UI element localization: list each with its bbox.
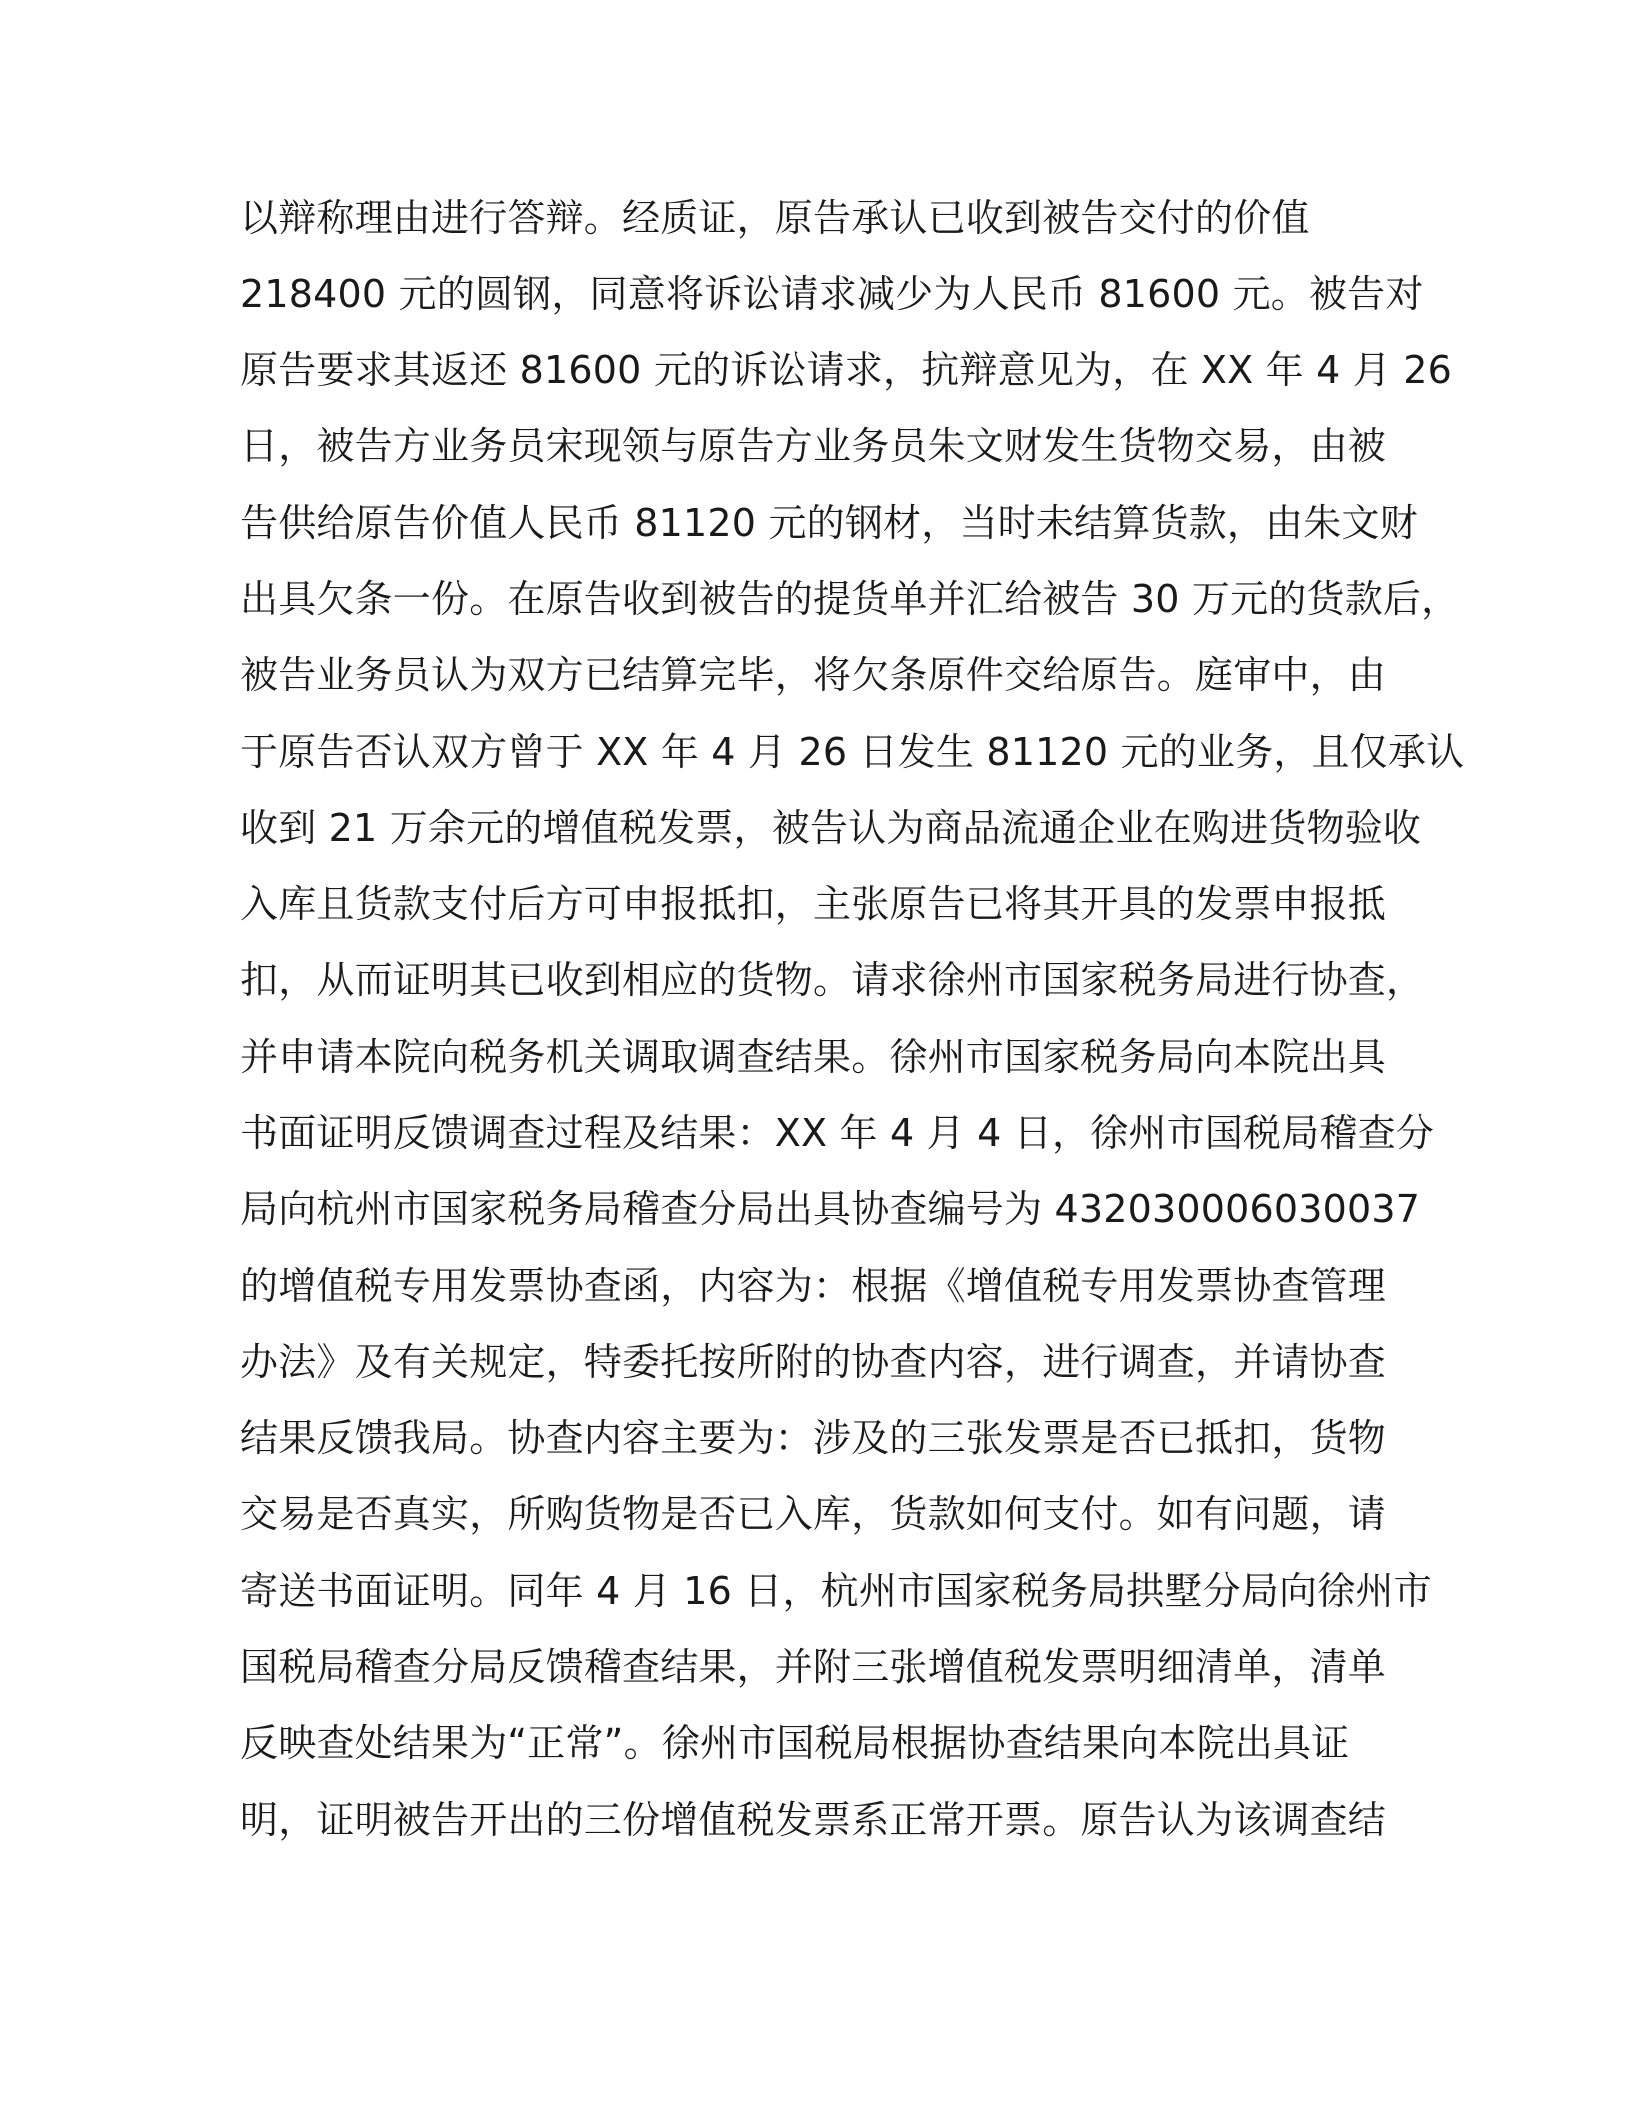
text-line: 结果反馈我局。协查内容主要为：涉及的三张发票是否已抵扣，货物 [240,1416,1387,1460]
text-line: 扣，从而证明其已收到相应的货物。请求徐州市国家税务局进行协查， [240,958,1425,1002]
text-line: 收到 21 万余元的增值税发票，被告认为商品流通企业在购进货物验收 [240,806,1422,850]
text-line: 并申请本院向税务机关调取调查结果。徐州市国家税务局向本院出具 [240,1035,1387,1079]
text-line: 告供给原告价值人民币 81120 元的钢材，当时未结算货款，由朱文财 [240,501,1418,545]
text-line: 日，被告方业务员宋现领与原告方业务员朱文财发生货物交易，由被 [240,424,1387,468]
text-line: 书面证明反馈调查过程及结果：XX 年 4 月 4 日，徐州市国税局稽查分 [240,1111,1435,1155]
text-line: 办法》及有关规定，特委托按所附的协查内容，进行调查，并请协查 [240,1340,1387,1384]
text-line: 局向杭州市国家税务局稽查分局出具协查编号为 432030006030037 [240,1187,1421,1231]
text-line: 明，证明被告开出的三份增值税发票系正常开票。原告认为该调查结 [240,1798,1387,1842]
text-line: 的增值税专用发票协查函，内容为：根据《增值税专用发票协查管理 [240,1264,1387,1308]
text-line: 国税局稽查分局反馈稽查结果，并附三张增值税发票明细清单，清单 [240,1645,1387,1689]
text-line: 于原告否认双方曾于 XX 年 4 月 26 日发生 81120 元的业务，且仅承认 [240,730,1465,774]
text-line: 寄送书面证明。同年 4 月 16 日，杭州市国家税务局拱墅分局向徐州市 [240,1569,1432,1613]
text-line: 反映查处结果为“正常”。徐州市国税局根据协查结果向本院出具证 [240,1721,1350,1765]
text-line: 入库且货款支付后方可申报抵扣，主张原告已将其开具的发票申报抵 [240,882,1387,926]
text-line: 交易是否真实，所购货物是否已入库，货款如何支付。如有问题，请 [240,1492,1387,1536]
text-line: 出具欠条一份。在原告收到被告的提货单并汇给被告 30 万元的货款后， [240,577,1460,621]
text-line: 218400 元的圆钢，同意将诉讼请求减少为人民币 81600 元。被告对 [240,272,1424,316]
text-line: 原告要求其返还 81600 元的诉讼请求，抗辩意见为，在 XX 年 4 月 26 [240,348,1453,392]
text-line: 被告业务员认为双方已结算完毕，将欠条原件交给原告。庭审中，由 [240,653,1387,697]
text-line: 以辩称理由进行答辩。经质证，原告承认已收到被告交付的价值 [240,196,1310,240]
